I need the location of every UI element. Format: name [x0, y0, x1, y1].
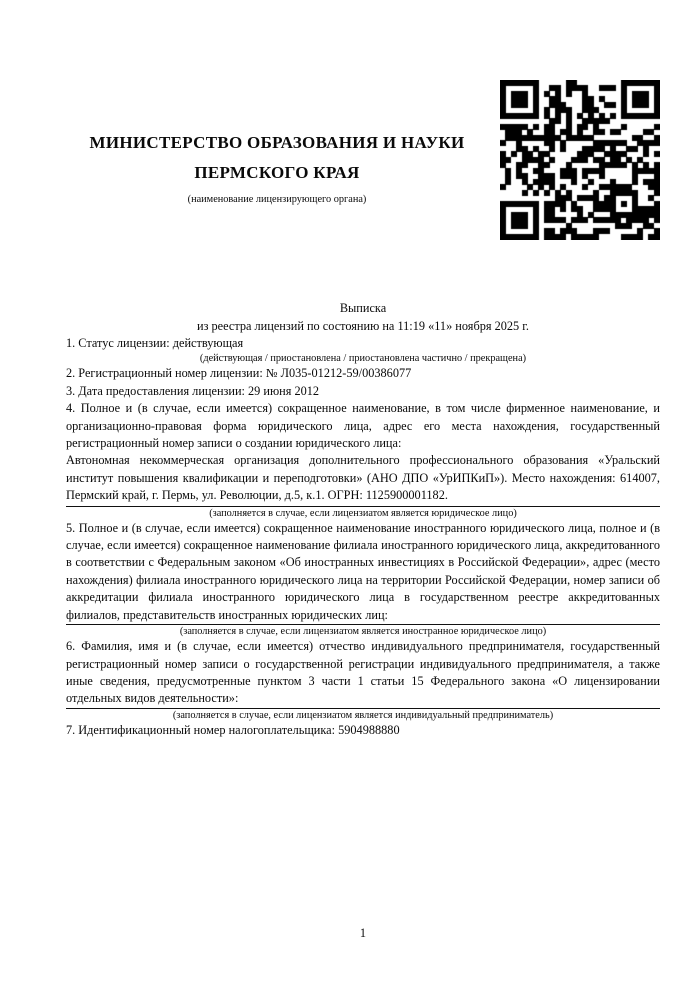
item-6-note: (заполняется в случае, если лицензиатом является индивидуальный предприниматель) [172, 709, 554, 721]
item-4-label: 4. Полное и (в случае, если имеется) сокращенное наименование, в том числе фирменное наименование, и организационно-правовая форма юридического лица, адрес его места нахождения, государственный регистрационный номер записи о создании юридического лица: [66, 401, 660, 451]
item-5-note: (заполняется в случае, если лицензиатом является иностранное юридическое лицо) [179, 626, 547, 638]
document-title [66, 296, 660, 335]
ministry-name-line2: ПЕРМСКОГО КРАЯ [194, 163, 360, 182]
qr-code-icon [500, 80, 660, 240]
document-body [66, 296, 660, 739]
item-6-entrepreneur: 6. Фамилия, имя и (в случае, если имеется) отчество индивидуального предпринимателя, государственный регистрационный номер записи о государственной регистрации индивидуального предпринимателя, а также иные сведения, предусмотренные пунктом 3 части 1 статьи 15 Федерального закона «О лицензировании отдельных видов деятельности»: [66, 639, 660, 706]
page-number: 1 [359, 926, 367, 940]
item-5-foreign-entity: 5. Полное и (в случае, если имеется) сокращенное наименование иностранного юридического лица, полное и (в случае, если имеется) сокращенное наименование филиала иностранного юридического лица, аккредитованного в соответствии с Федеральным законом «Об иностранных инвестициях в Российской Федерации», адрес (место нахождения) филиала иностранного юридического лица на территории Российской Федерации, номер записи об аккредитации филиала иностранного юридического лица в государственном реестре аккредитованных филиалов, представительств иностранных юридических лиц: [66, 520, 660, 622]
item-4-value: Автономная некоммерческая организация дополнительного профессионального образования «Уральский институт повышения квалификации и переподготовки» (АНО ДПО «УрИПКиП»). Место нахождения: 614007, Пермский край, г. Пермь, ул. Революции, д.5, к.1. ОГРН: 1125900001182. [66, 453, 660, 503]
licensing-authority-caption: (наименование лицензирующего органа) [187, 194, 367, 205]
ministry-name-line1: МИНИСТЕРСТВО ОБРАЗОВАНИЯ И НАУКИ [89, 133, 465, 152]
item-1-license-status: 1. Статус лицензии: действующая [66, 336, 244, 350]
title-line1: Выписка [339, 301, 387, 315]
ministry-header [62, 128, 492, 206]
item-4-legal-entity [66, 400, 660, 506]
item-4-note: (заполняется в случае, если лицензиатом является юридическое лицо) [209, 507, 517, 519]
item-1-note: (действующая / приостановлена / приостановлена частично / прекращена) [199, 353, 527, 365]
item-2-registration-number: 2. Регистрационный номер лицензии: № Л035-01212-59/00386077 [66, 366, 412, 381]
item-3-grant-date: 3. Дата предоставления лицензии: 29 июня 2012 [66, 383, 320, 398]
title-line2: из реестра лицензий по состоянию на 11:19 «11» ноября 2025 г. [197, 319, 529, 333]
item-7-taxpayer-number: 7. Идентификационный номер налогоплательщика: 5904988880 [66, 722, 400, 737]
